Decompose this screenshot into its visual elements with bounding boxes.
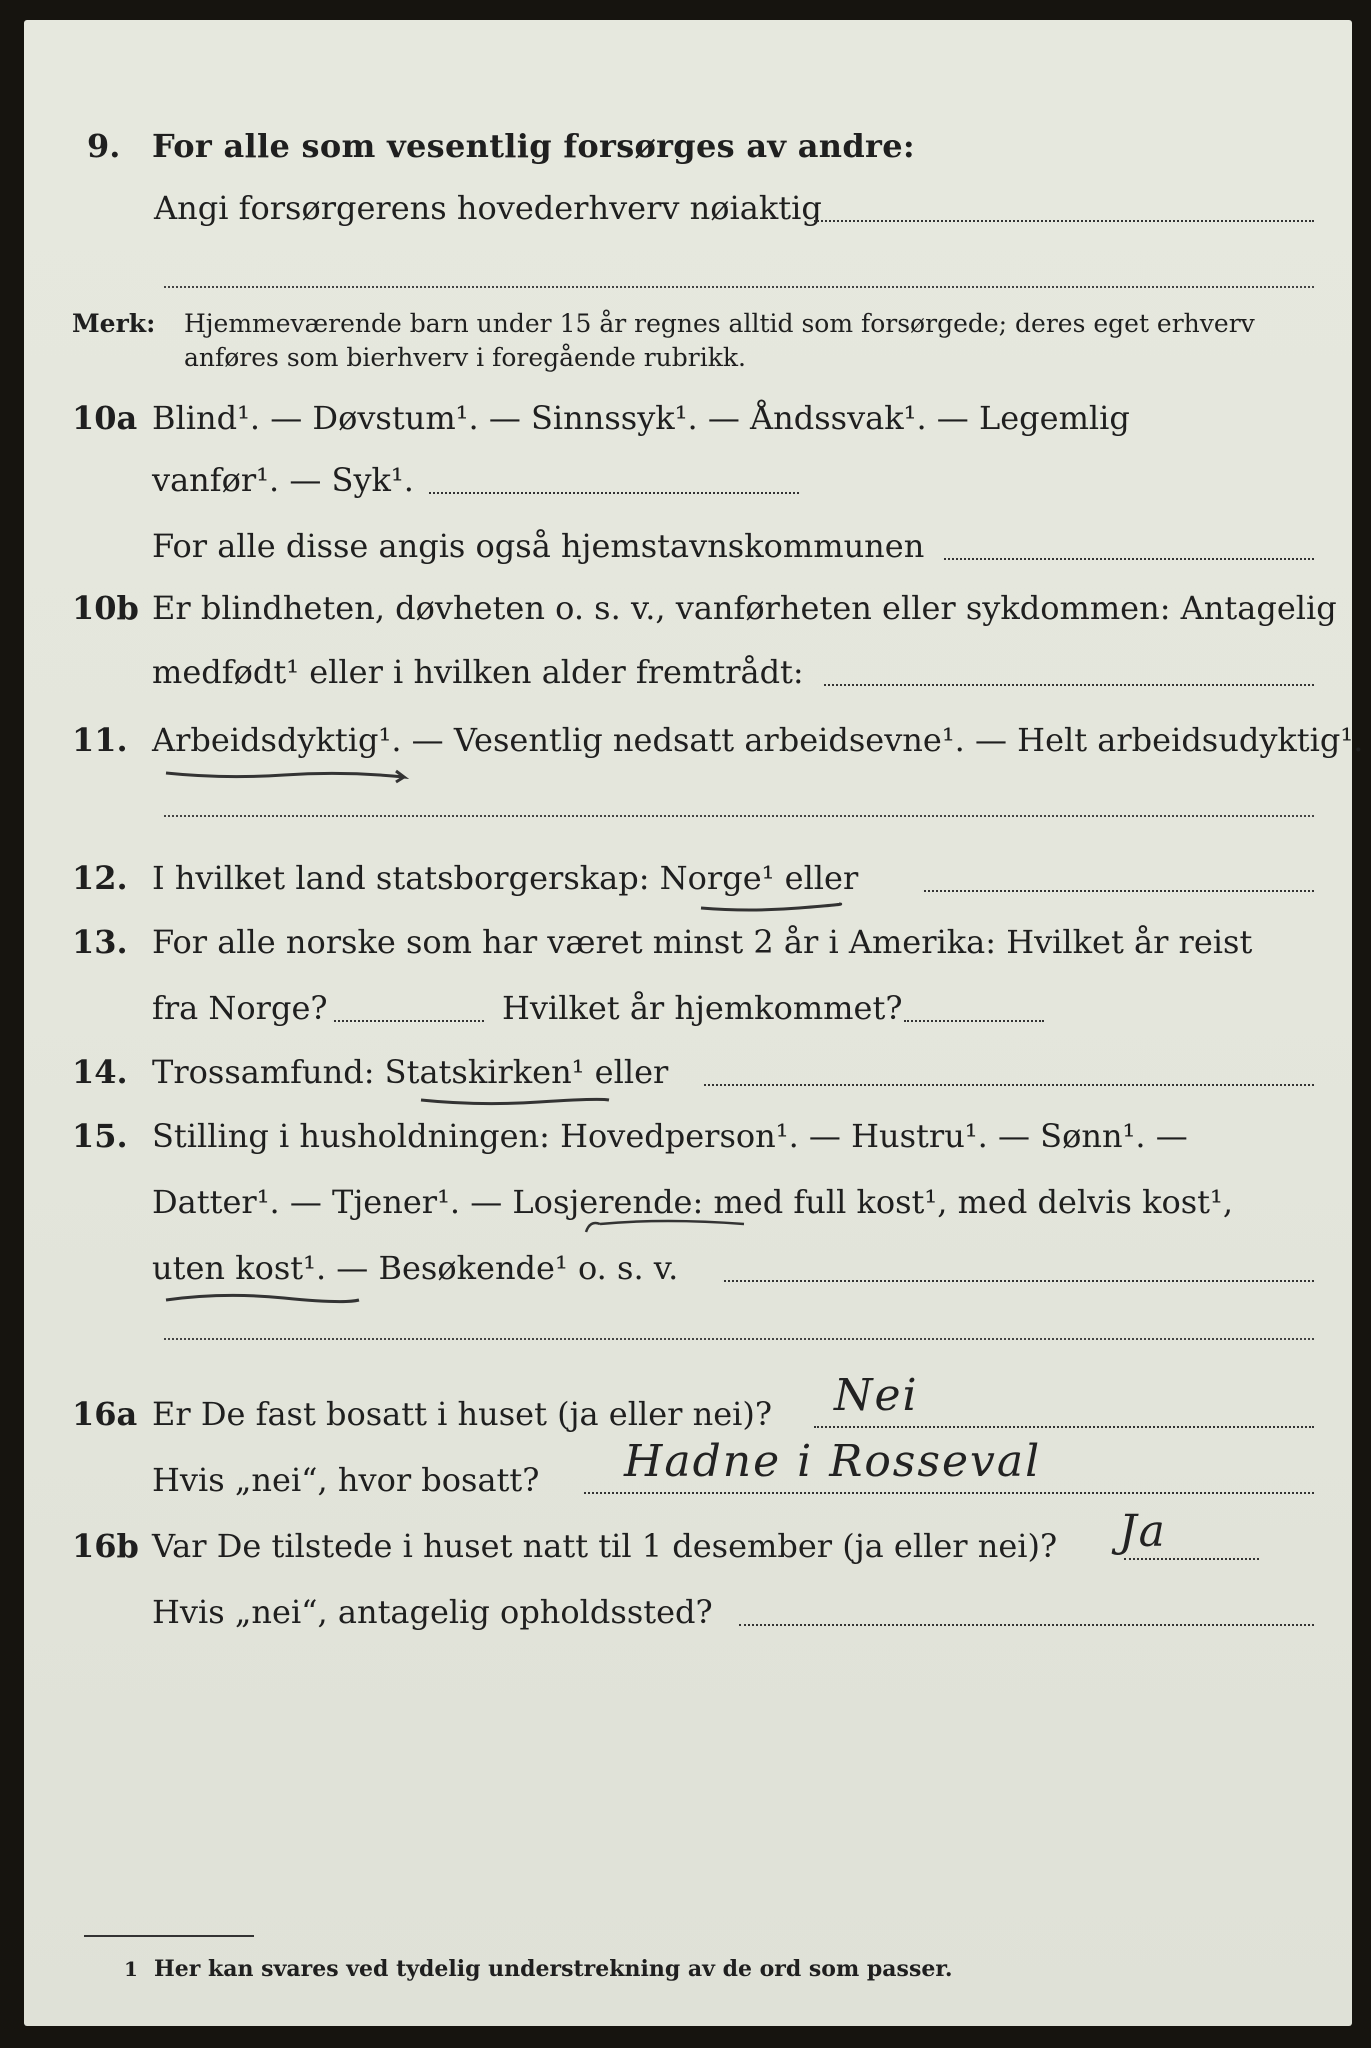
item-16a-answer1: Nei	[834, 1370, 919, 1421]
item-11-number: 11.	[72, 721, 128, 759]
item-16b-answer2-line[interactable]	[739, 1624, 1314, 1626]
item-10a-line1: Blind¹. — Døvstum¹. — Sinnssyk¹. — Åndssvak¹. — Legemlig	[152, 399, 1130, 437]
item-16a-line2: Hvis „nei“, hvor bosatt?	[152, 1461, 540, 1499]
merk-line2: anføres som bierhverv i foregående rubrikk.	[184, 343, 746, 372]
item-10a-hjemstavn-line[interactable]	[944, 558, 1314, 560]
item-15-line3: uten kost¹. — Besøkende¹ o. s. v.	[152, 1249, 679, 1287]
item-9-continuation-line[interactable]	[164, 286, 1314, 288]
item-13-hjemkommet-line[interactable]	[904, 1020, 1044, 1022]
item-16a-answer2-line[interactable]	[584, 1492, 1314, 1494]
item-12-answer-line[interactable]	[924, 890, 1314, 892]
item-16b-number: 16b	[72, 1527, 139, 1565]
merk-line1: Hjemmeværende barn under 15 år regnes alltid som forsørgede; deres eget erhverv	[184, 309, 1255, 338]
item-10b-answer-line[interactable]	[824, 684, 1314, 686]
item-14-answer-line[interactable]	[704, 1084, 1314, 1086]
item-10a-syk-line[interactable]	[429, 492, 799, 494]
item-13-line1: For alle norske som har været minst 2 år i Amerika: Hvilket år reist	[152, 923, 1253, 961]
item-9-line1: For alle som vesentlig forsørges av andre:	[152, 127, 915, 165]
item-13-line2a: fra Norge?	[152, 989, 328, 1027]
item-14-underline	[419, 1092, 619, 1112]
form-page	[24, 20, 1364, 2026]
item-13-number: 13.	[72, 923, 128, 961]
item-15-answer-line[interactable]	[724, 1280, 1314, 1282]
item-12-number: 12.	[72, 859, 128, 897]
item-13-reist-line[interactable]	[334, 1020, 484, 1022]
item-15-continuation-line[interactable]	[164, 1338, 1314, 1340]
item-11-underline	[164, 765, 414, 785]
item-10a-number: 10a	[72, 399, 138, 437]
item-10a-line2: vanfør¹. — Syk¹.	[152, 461, 414, 499]
item-13-line2b: Hvilket år hjemkommet?	[502, 989, 903, 1027]
item-12-underline	[699, 898, 849, 918]
item-16a-answer2: Hadne i Rosseval	[624, 1436, 1042, 1487]
item-10b-line2: medfødt¹ eller i hvilken alder fremtrådt:	[152, 653, 804, 691]
item-11-line1: Arbeidsdyktig¹. — Vesentlig nedsatt arbeidsevne¹. — Helt arbeidsudyktig¹.	[152, 721, 1364, 759]
item-15-losjerende-mark	[584, 1214, 754, 1244]
item-16a-number: 16a	[72, 1395, 138, 1433]
item-16b-answer1-line[interactable]	[1124, 1558, 1259, 1560]
item-11-continuation-line[interactable]	[164, 815, 1314, 817]
item-10b-line1: Er blindheten, døvheten o. s. v., vanførheten eller sykdommen: Antagelig	[152, 589, 1337, 627]
footnote-rule	[84, 1935, 254, 1937]
footnote-mark: 1	[124, 1957, 138, 1981]
item-14-line1: Trossamfund: Statskirken¹ eller	[152, 1053, 669, 1091]
item-16a-answer1-line[interactable]	[814, 1426, 1314, 1428]
item-9-line2: Angi forsørgerens hovederhverv nøiaktig	[154, 189, 822, 227]
item-16b-answer1: Ja	[1119, 1506, 1167, 1557]
item-16a-line1: Er De fast bosatt i huset (ja eller nei)?	[152, 1395, 773, 1433]
item-9-answer-line[interactable]	[814, 220, 1314, 222]
item-15-underline	[164, 1288, 364, 1308]
merk-label: Merk:	[72, 309, 156, 338]
item-10a-line3: For alle disse angis også hjemstavnskommunen	[152, 527, 925, 565]
item-16b-line1: Var De tilstede i huset natt til 1 desember (ja eller nei)?	[152, 1527, 1058, 1565]
item-12-line1: I hvilket land statsborgerskap: Norge¹ eller	[152, 859, 859, 897]
item-16b-line2: Hvis „nei“, antagelig opholdssted?	[152, 1593, 713, 1631]
item-15-line2: Datter¹. — Tjener¹. — Losjerende: med full kost¹, med delvis kost¹,	[152, 1183, 1234, 1221]
item-15-number: 15.	[72, 1117, 128, 1155]
item-10b-number: 10b	[72, 589, 139, 627]
item-14-number: 14.	[72, 1053, 128, 1091]
item-9-number: 9.	[87, 127, 121, 165]
item-15-line1: Stilling i husholdningen: Hovedperson¹. — Hustru¹. — Sønn¹. —	[152, 1117, 1188, 1155]
footnote-text: Her kan svares ved tydelig understrekning av de ord som passer.	[154, 1956, 953, 1982]
